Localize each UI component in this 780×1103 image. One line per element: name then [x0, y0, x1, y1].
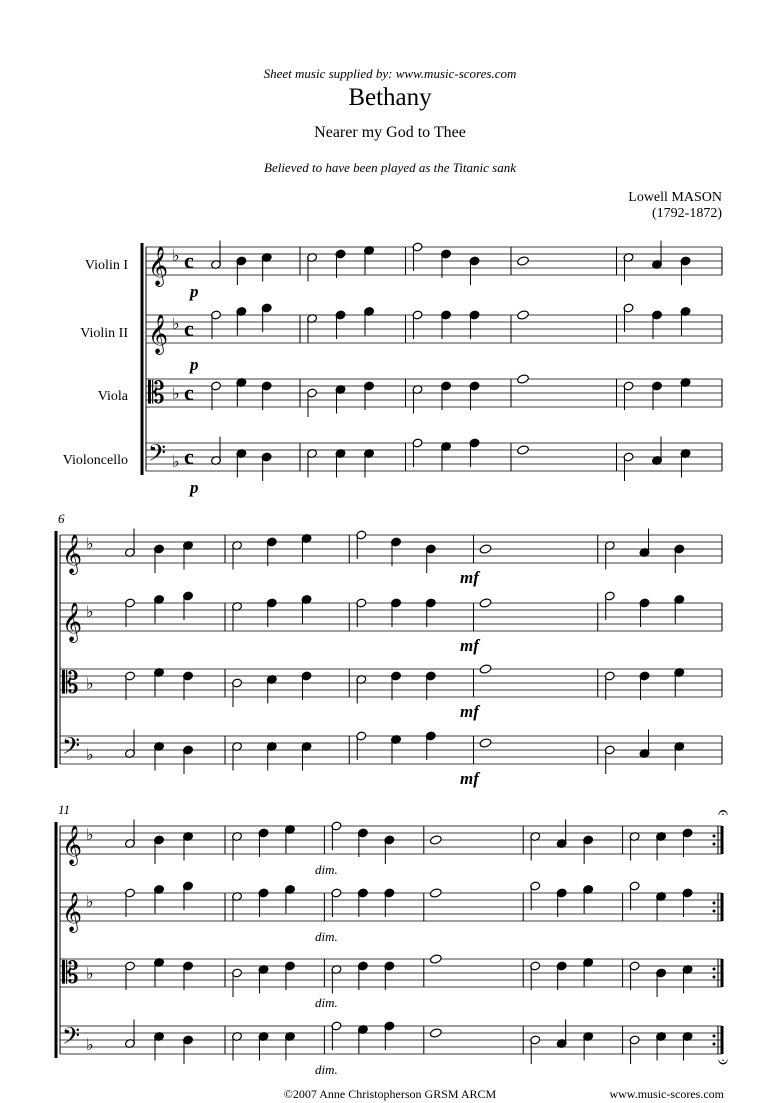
key-signature-flat-icon: ♭	[86, 894, 94, 911]
repeat-dot	[713, 910, 716, 913]
repeat-dot	[713, 1043, 716, 1046]
notehead	[479, 738, 492, 749]
notehead	[517, 256, 530, 267]
dynamic-mezzo-forte: mf	[460, 769, 479, 788]
key-signature-flat-icon: ♭	[86, 966, 94, 983]
repeat-dot	[713, 843, 716, 846]
notehead	[479, 664, 492, 675]
alto-clef-icon: 𝄡	[62, 667, 79, 700]
key-signature-flat-icon: ♭	[172, 248, 180, 265]
notehead	[479, 544, 492, 555]
treble-clef-icon: 𝄞	[62, 536, 83, 573]
dynamic-mezzo-forte: mf	[460, 636, 479, 655]
composer-name: Lowell MASON	[628, 190, 722, 205]
key-signature-flat-icon: ♭	[86, 676, 94, 693]
notehead	[517, 374, 530, 385]
bass-clef-icon: 𝄢	[148, 441, 167, 472]
dynamic-mezzo-forte: mf	[460, 702, 479, 721]
common-time-signature: c	[184, 380, 194, 405]
piece-title: Bethany	[348, 84, 432, 111]
treble-clef-icon: 𝄞	[62, 604, 83, 641]
repeat-dot	[713, 835, 716, 838]
supplied-by-line: Sheet music supplied by: www.music-scores.com	[263, 66, 517, 81]
measure-number: 6	[58, 511, 65, 526]
bass-clef-icon: 𝄢	[62, 734, 81, 765]
alto-clef-icon: 𝄡	[148, 377, 165, 410]
common-time-signature: c	[184, 444, 194, 469]
dynamic-piano: p	[190, 282, 199, 301]
key-signature-flat-icon: ♭	[86, 1037, 94, 1054]
repeat-dot	[713, 976, 716, 979]
repeat-dot	[713, 1035, 716, 1038]
notehead	[429, 835, 442, 846]
key-signature-flat-icon: ♭	[86, 827, 94, 844]
copyright-line: ©2007 Anne Christopherson GRSM ARCM	[283, 1087, 497, 1101]
repeat-dot	[713, 902, 716, 905]
instrument-label-violoncello: Violoncello	[62, 453, 128, 468]
notehead	[517, 445, 530, 456]
key-signature-flat-icon: ♭	[86, 536, 94, 553]
dynamic-mezzo-forte: mf	[460, 568, 479, 587]
repeat-dot	[713, 968, 716, 971]
dynamic-diminuendo: dim.	[315, 995, 338, 1010]
dynamic-piano: p	[190, 478, 199, 497]
dynamic-diminuendo: dim.	[315, 862, 338, 877]
dynamic-diminuendo: dim.	[315, 1062, 338, 1077]
key-signature-flat-icon: ♭	[86, 747, 94, 764]
dynamic-diminuendo: dim.	[315, 929, 338, 944]
treble-clef-icon: 𝄞	[62, 827, 83, 864]
piece-subtitle: Nearer my God to Thee	[314, 124, 466, 141]
alto-clef-icon: 𝄡	[62, 957, 79, 990]
fermata-below-icon: 𝄑	[718, 1052, 729, 1072]
notehead	[517, 310, 530, 321]
treble-clef-icon: 𝄞	[62, 894, 83, 931]
treble-clef-icon: 𝄞	[148, 248, 169, 285]
notehead	[429, 888, 442, 899]
instrument-label-viola: Viola	[97, 389, 128, 404]
key-signature-flat-icon: ♭	[172, 316, 180, 333]
instrument-label-violin-1: Violin I	[84, 258, 128, 273]
notehead	[479, 598, 492, 609]
common-time-signature: c	[184, 248, 194, 273]
key-signature-flat-icon: ♭	[86, 604, 94, 621]
website-footer: www.music-scores.com	[609, 1087, 724, 1101]
historical-note: Believed to have been played as the Titanic sank	[264, 160, 516, 175]
key-signature-flat-icon: ♭	[172, 386, 180, 403]
treble-clef-icon: 𝄞	[148, 316, 169, 353]
composer-dates: (1792-1872)	[652, 206, 722, 221]
measure-number: 11	[58, 802, 71, 817]
instrument-label-violin-2: Violin II	[80, 326, 128, 341]
bass-clef-icon: 𝄢	[62, 1024, 81, 1055]
fermata-icon: 𝄐	[718, 802, 729, 822]
common-time-signature: c	[184, 316, 194, 341]
notehead	[429, 1028, 442, 1039]
notehead	[429, 954, 442, 965]
key-signature-flat-icon: ♭	[172, 454, 180, 471]
dynamic-piano: p	[190, 355, 199, 374]
